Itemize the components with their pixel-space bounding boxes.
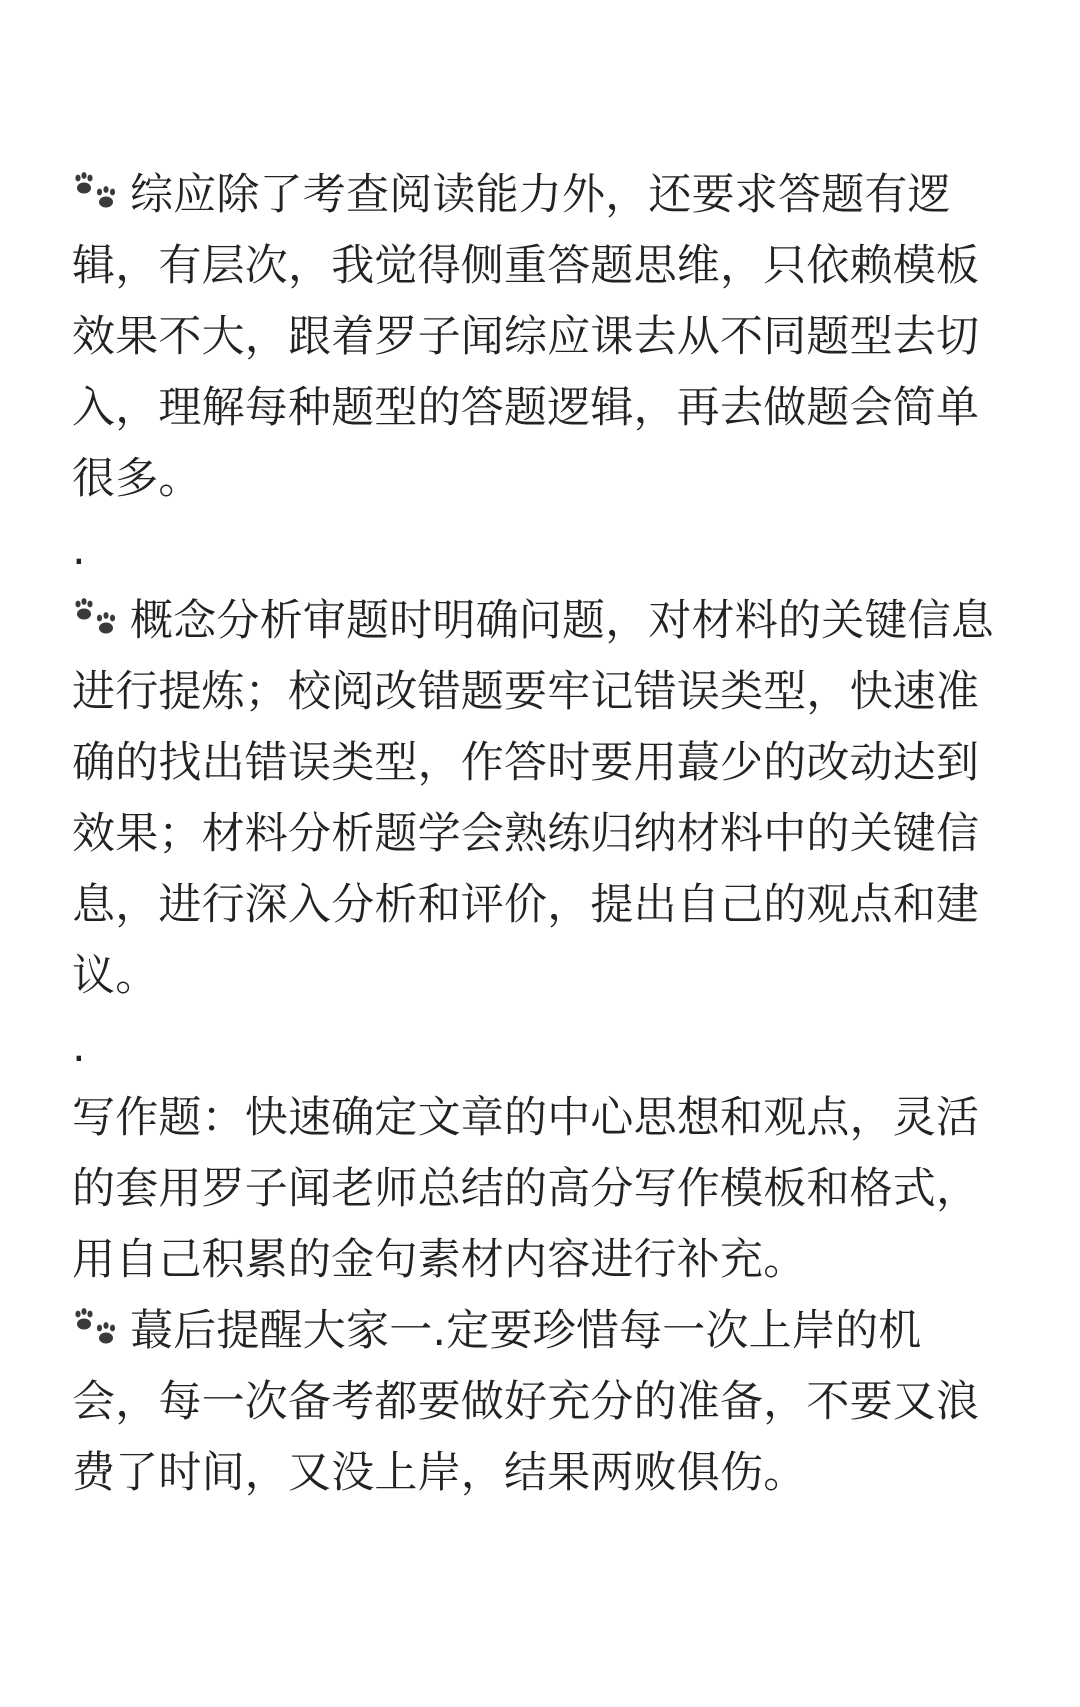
paragraph-text: 写作题：快速确定文章的中心思想和观点，灵活的套用罗子闻老师总结的高分写作模板和格式，用自己积累的金句素材内容进行补充。 bbox=[72, 1093, 980, 1285]
paragraph-final-reminder bbox=[72, 1296, 1002, 1509]
paragraph-text: 蕞后提醒大家一.定要珍惜每一次上岸的机会，每一次备考都要做好充分的准备，不要又浪费了时间，又没上岸，结果两败俱伤。 bbox=[72, 1306, 980, 1498]
separator-dot: . bbox=[72, 525, 86, 575]
paragraph-writing bbox=[72, 1083, 1002, 1296]
paragraph-question-types bbox=[72, 586, 1002, 1012]
paragraph-text: 概念分析审题时明确问题，对材料的关键信息进行提炼；校阅改错题要牢记错误类型，快速准确的找出错误类型，作答时要用蕞少的改动达到效果；材料分析题学会熟练归纳材料中的关键信息，进行深入分析和评价，提出自己的观点和建议。 bbox=[72, 596, 994, 1001]
paw-prints-icon bbox=[72, 172, 130, 212]
paragraph-text: 综应除了考查阅读能力外，还要求答题有逻辑，有层次，我觉得侧重答题思维，只依赖模板效果不大，跟着罗子闻综应课去从不同题型去切入，理解每种题型的答题逻辑，再去做题会简单很多。 bbox=[72, 170, 980, 504]
paw-prints-icon bbox=[72, 598, 130, 638]
paw-prints-icon bbox=[72, 1308, 130, 1348]
note-body bbox=[72, 160, 1002, 1509]
separator-dot: . bbox=[72, 1022, 86, 1072]
paragraph-comprehensive-application bbox=[72, 160, 1002, 515]
